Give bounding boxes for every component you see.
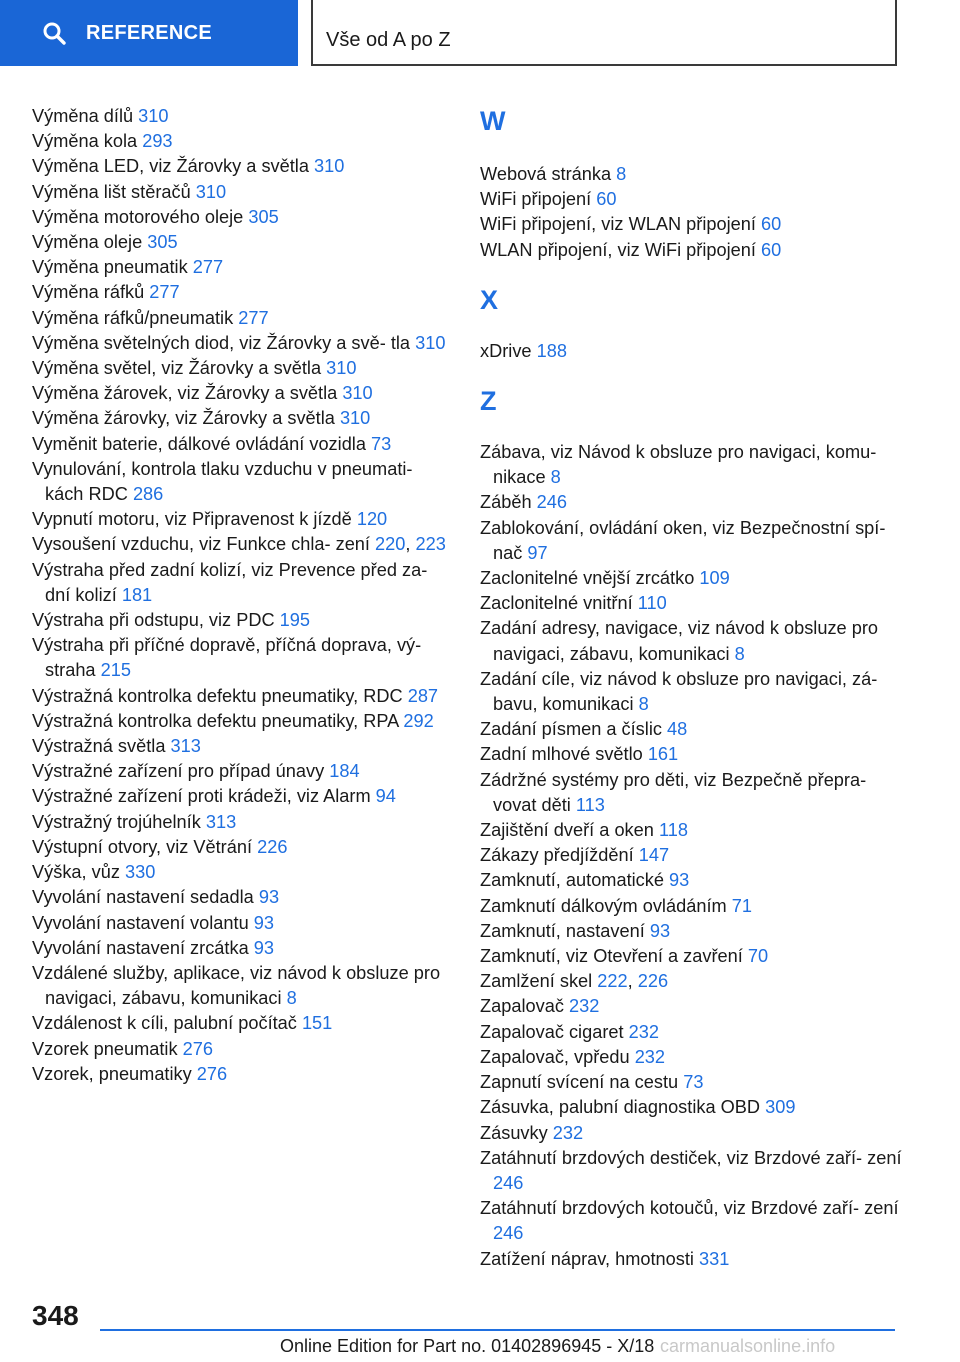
page-reference-link[interactable]: 8 <box>734 643 745 664</box>
index-entry <box>32 860 452 885</box>
index-entry <box>32 280 452 305</box>
index-entry <box>32 205 452 230</box>
page-reference-link[interactable]: 310 <box>326 358 357 379</box>
index-entry <box>480 162 910 187</box>
index-entry <box>480 187 910 212</box>
page-reference-link[interactable]: 8 <box>616 164 627 184</box>
index-entry <box>32 381 452 406</box>
index-entry <box>480 591 910 616</box>
page-header <box>0 0 960 66</box>
index-entry <box>480 1196 910 1246</box>
index-term: Zamknutí dálkovým ovládáním <box>480 895 732 916</box>
index-term: Výška, vůz <box>32 862 125 883</box>
index-term: Vyměnit baterie, dálkové ovládání vozidla <box>32 433 372 454</box>
index-entry <box>32 1011 452 1036</box>
index-term: Výměna ráfků <box>32 282 150 303</box>
index-entry <box>480 994 910 1019</box>
index-entry <box>32 406 452 431</box>
page-reference-link[interactable]: 60 <box>760 214 782 235</box>
index-term: Vzdálené služby, aplikace, viz návod k obsluze pro navigaci, zábavu, komunikaci <box>32 962 441 1009</box>
index-entry <box>480 490 910 515</box>
index-entry <box>32 230 452 255</box>
index-entry <box>480 1070 910 1095</box>
footer-divider <box>100 1329 895 1331</box>
index-entry <box>480 566 910 591</box>
index-entry <box>480 1020 910 1045</box>
index-entry <box>480 768 910 818</box>
index-entry <box>32 936 452 961</box>
index-term: Zásuvky <box>480 1122 553 1143</box>
page-reference-link[interactable]: 222 <box>597 971 628 992</box>
page-reference-link[interactable]: 246 <box>493 1223 524 1244</box>
edition-text: Online Edition for Part no. 01402896945 - X/18 <box>280 1336 655 1356</box>
index-term: Zatáhnutí brzdových kotoučů, viz Brzdové zaří‐ zení <box>480 1198 899 1219</box>
index-term: Vzdálenost k cíli, palubní počítač <box>32 1013 302 1034</box>
index-term: Vypnutí motoru, viz Připravenost k jízdě <box>32 509 357 530</box>
watermark: carmanualsonline.info <box>660 1336 836 1356</box>
index-term: Vysoušení vzduchu, viz Funkce chla‐ zení <box>32 534 376 555</box>
index-entry <box>480 818 910 843</box>
index-entry <box>480 616 910 666</box>
index-term: Výměna světel, viz Žárovky a světla <box>32 358 327 379</box>
page-reference-link[interactable]: 310 <box>314 156 345 177</box>
index-entry <box>480 1095 910 1120</box>
page-reference-link[interactable]: 226 <box>637 971 669 992</box>
index-entry <box>32 154 452 179</box>
index-entry <box>32 885 452 910</box>
page-reference-link[interactable]: 93 <box>253 937 274 958</box>
page-reference-link[interactable]: 118 <box>658 820 688 841</box>
index-term: Výměna oleje <box>32 232 148 253</box>
page-reference-link[interactable]: 232 <box>568 996 600 1017</box>
index-entry <box>32 1037 452 1062</box>
index-entry <box>32 180 452 205</box>
index-entry <box>480 1121 910 1146</box>
page-reference-link[interactable]: 309 <box>765 1097 796 1118</box>
index-term: Výměna motorového oleje <box>32 206 249 227</box>
page-reference-link[interactable]: 313 <box>170 736 201 757</box>
index-entry <box>480 1247 910 1272</box>
index-term: Výměna ráfků/pneumatik <box>32 307 239 328</box>
page-reference-link[interactable]: 113 <box>575 794 605 815</box>
index-term: Zaclonitelné vnitřní <box>480 593 638 614</box>
index-term: Vzorek, pneumatiky <box>32 1063 197 1084</box>
index-entry <box>32 331 452 356</box>
index-term: Výměna pneumatik <box>32 257 193 278</box>
page-reference-link[interactable]: 277 <box>238 307 269 328</box>
index-term: Výměna žárovek, viz Žárovky a světla <box>32 383 343 404</box>
page-reference-link[interactable]: 310 <box>138 106 169 126</box>
index-term: Výstražná světla <box>32 736 171 757</box>
index-term: Zadání cíle, viz návod k obsluze pro navigaci, zá‐ bavu, komunikaci <box>480 668 878 715</box>
index-term: Zapnutí svícení na cestu <box>480 1072 684 1093</box>
page-reference-link[interactable]: 220 <box>375 534 406 555</box>
index-entry <box>32 129 452 154</box>
index-term: Zaclonitelné vnější zrcátko <box>480 568 700 589</box>
index-term: WLAN připojení, viz WiFi připojení <box>480 239 761 260</box>
index-entry <box>32 306 452 331</box>
index-entry <box>480 742 910 767</box>
index-term: Zásuvka, palubní diagnostika OBD <box>480 1097 766 1118</box>
index-entry <box>32 1062 452 1087</box>
index-column-left <box>32 104 452 1087</box>
page-reference-link[interactable]: 276 <box>196 1063 228 1084</box>
page-reference-link[interactable]: 93 <box>649 920 671 941</box>
page-reference-link[interactable]: 310 <box>415 332 446 353</box>
index-entry <box>32 507 452 532</box>
index-entry <box>32 709 452 734</box>
index-term: Záběh <box>480 492 537 513</box>
index-term: Výměna kola <box>32 131 143 152</box>
index-term: Výměna žárovky, viz Žárovky a světla <box>32 408 340 429</box>
page-reference-link[interactable]: 232 <box>628 1021 659 1042</box>
index-entry <box>480 1146 910 1196</box>
section-title-box <box>311 0 897 66</box>
page-reference-link[interactable]: 292 <box>403 710 434 731</box>
index-entry: Vysoušení vzduchu, viz Funkce chla‐ zení 220, 223 <box>32 534 446 555</box>
index-term: Vyvolání nastavení zrcátka <box>32 937 254 958</box>
index-entry <box>32 104 452 129</box>
index-letter-heading: Z <box>480 386 497 417</box>
page-reference-link[interactable]: 277 <box>149 282 180 303</box>
index-term: Zatížení náprav, hmotnosti <box>480 1248 700 1269</box>
index-term: Zatáhnutí brzdových destiček, viz Brzdové zaří‐ zení <box>480 1147 902 1168</box>
index-entry <box>32 558 452 608</box>
index-entry <box>32 911 452 936</box>
index-term: Zapalovač cigaret <box>480 1021 629 1042</box>
page-reference-link[interactable]: 93 <box>258 887 280 908</box>
index-entry <box>480 843 910 868</box>
page-reference-link[interactable]: 151 <box>301 1013 333 1034</box>
index-term: Zádržné systémy pro děti, viz Bezpečně přepra‐ vovat děti <box>480 769 867 815</box>
page-reference-link[interactable]: 120 <box>356 509 388 530</box>
reference-label: REFERENCE <box>86 21 213 44</box>
page-reference-link[interactable]: 97 <box>527 542 548 563</box>
index-entry <box>32 684 452 709</box>
index-term: WiFi připojení, viz WLAN připojení <box>480 214 761 235</box>
page-reference-link[interactable]: 331 <box>699 1248 730 1269</box>
index-letter-heading: W <box>480 106 506 136</box>
index-entry <box>32 432 452 457</box>
page-reference-link[interactable]: 70 <box>747 946 769 967</box>
index-entry <box>480 238 910 263</box>
page-reference-link[interactable]: 60 <box>760 239 782 260</box>
index-term: Výstraha před zadní kolizí, viz Prevence před za‐ dní kolizí <box>32 559 428 605</box>
index-entry <box>32 255 452 280</box>
index-term: Výstražné zařízení proti krádeži, viz Alarm <box>32 786 376 807</box>
index-term: Výměna LED, viz Žárovky a světla <box>32 156 315 177</box>
page-reference-link[interactable]: 223 <box>415 534 446 555</box>
index-term: Výměna světelných diod, viz Žárovky a svě‐ tla <box>32 332 416 353</box>
index-entry <box>32 633 452 683</box>
index-entry <box>32 734 452 759</box>
index-term: Vynulování, kontrola tlaku vzduchu v pneumati‐ kách RDC <box>32 458 413 505</box>
index-entry <box>32 759 452 784</box>
page-reference-link[interactable]: 60 <box>596 189 617 210</box>
index-entry <box>32 608 452 633</box>
index-term: Zamknutí, viz Otevření a zavření <box>480 946 748 967</box>
index-term: Vyvolání nastavení volantu <box>32 912 254 933</box>
index-term: Výstraha při odstupu, viz PDC <box>32 610 280 631</box>
page-reference-link[interactable]: 109 <box>699 568 730 589</box>
page-reference-link[interactable]: 286 <box>132 484 164 505</box>
index-entry <box>32 784 452 809</box>
index-entry: Zamlžení skel 222, 226 <box>480 971 669 992</box>
index-term: Výstražná kontrolka defektu pneumatiky, RPA <box>32 710 404 731</box>
index-entry <box>480 516 910 566</box>
page-reference-link[interactable]: 276 <box>182 1038 213 1059</box>
index-term: Výměna dílů <box>32 106 139 126</box>
index-entry <box>480 717 910 742</box>
page-reference-link[interactable]: 246 <box>536 492 567 513</box>
page-reference-link[interactable]: 161 <box>647 744 679 765</box>
page-reference-link[interactable]: 310 <box>342 383 373 404</box>
page-reference-link[interactable]: 246 <box>493 1172 524 1193</box>
page-reference-link[interactable]: 305 <box>248 206 279 227</box>
index-term: Výstražný trojúhelník <box>32 811 206 832</box>
page-reference-link[interactable]: 310 <box>195 181 227 202</box>
index-term: Výstražná kontrolka defektu pneumatiky, RDC <box>32 685 408 706</box>
page-reference-link[interactable]: 8 <box>550 467 561 488</box>
index-term: Zapalovač <box>480 996 569 1017</box>
index-term: Výměna lišt stěračů <box>32 181 196 202</box>
index-term: Zábava, viz Návod k obsluze pro navigaci, komu‐ nikace <box>480 442 877 488</box>
index-term: Vyvolání nastavení sedadla <box>32 887 259 908</box>
index-term: Výstraha při příčné dopravě, příčná doprava, vý‐ straha <box>32 635 422 681</box>
page-reference-link[interactable]: 313 <box>205 811 237 832</box>
page-reference-link[interactable]: 73 <box>683 1072 704 1093</box>
reference-tab[interactable] <box>0 0 298 66</box>
index-entry <box>480 212 910 237</box>
index-entry <box>32 810 452 835</box>
index-entry <box>32 457 452 507</box>
page-reference-link[interactable]: 277 <box>192 257 224 278</box>
index-term: WiFi připojení <box>480 189 597 210</box>
index-entry <box>32 356 452 381</box>
page-reference-link[interactable]: 232 <box>634 1046 666 1067</box>
page-reference-link[interactable]: 93 <box>253 912 274 933</box>
page-reference-link[interactable]: 71 <box>731 895 752 916</box>
page-reference-link[interactable]: 232 <box>552 1122 584 1143</box>
index-term: Zapalovač, vpředu <box>480 1046 635 1067</box>
page-reference-link[interactable]: 330 <box>125 862 156 883</box>
page-reference-link[interactable]: 8 <box>286 988 297 1009</box>
index-entry <box>480 1045 910 1070</box>
index-entry <box>480 667 910 717</box>
index-term: Zajištění dveří a oken <box>480 820 659 841</box>
page-reference-link[interactable]: 293 <box>142 131 173 152</box>
page-reference-link[interactable]: 188 <box>536 340 567 361</box>
index-entry <box>32 961 452 1011</box>
index-term: Výstražné zařízení pro případ únavy <box>32 761 330 782</box>
page-reference-link[interactable]: 305 <box>147 232 178 253</box>
index-column-right <box>480 104 910 1272</box>
page-reference-link[interactable]: 310 <box>339 408 371 429</box>
page-reference-link[interactable]: 195 <box>279 610 311 631</box>
page-reference-link[interactable]: 215 <box>100 660 131 681</box>
page-reference-link[interactable]: 287 <box>407 685 439 706</box>
page-reference-link[interactable]: 93 <box>669 870 690 891</box>
index-term: Zákazy předjíždění <box>480 845 639 866</box>
page-reference-link[interactable]: 73 <box>371 433 392 454</box>
search-icon <box>42 21 66 45</box>
section-title: Vše od A po Z <box>326 29 451 51</box>
page-reference-link[interactable]: 147 <box>638 845 670 866</box>
page-reference-link[interactable]: 94 <box>375 786 396 807</box>
page-reference-link[interactable]: 184 <box>329 761 360 782</box>
page-reference-link[interactable]: 110 <box>637 593 667 614</box>
index-term: Vzorek pneumatik <box>32 1038 183 1059</box>
index-letter-heading: X <box>480 284 499 315</box>
page-reference-link[interactable]: 181 <box>121 584 153 605</box>
index-term: Zadání písmen a číslic <box>480 719 668 740</box>
index-entry <box>480 440 910 490</box>
index-term: Zablokování, ovládání oken, viz Bezpečnostní spí‐ nač <box>480 517 886 563</box>
index-entry <box>480 944 910 969</box>
index-term: Zamlžení skel <box>480 971 598 992</box>
page-number: 348 <box>32 1300 79 1331</box>
index-term: Webová stránka <box>480 164 617 184</box>
index-entry <box>480 868 910 893</box>
page-reference-link[interactable]: 8 <box>638 694 649 715</box>
index-entry <box>480 339 910 364</box>
page-reference-link[interactable]: 48 <box>667 719 688 740</box>
index-entry <box>480 894 910 919</box>
index-term: Zamknutí, automatické <box>480 870 670 891</box>
index-term: xDrive <box>480 340 537 361</box>
index-term: Zamknutí, nastavení <box>480 920 650 941</box>
index-term: Zadání adresy, navigace, viz návod k obsluze pro navigaci, zábavu, komunikaci <box>480 618 878 664</box>
index-term: Zadní mlhové světlo <box>480 744 648 765</box>
index-entry <box>480 919 910 944</box>
index-term: Výstupní otvory, viz Větrání <box>32 836 258 857</box>
page-reference-link[interactable]: 226 <box>257 836 288 857</box>
index-entry <box>32 835 452 860</box>
